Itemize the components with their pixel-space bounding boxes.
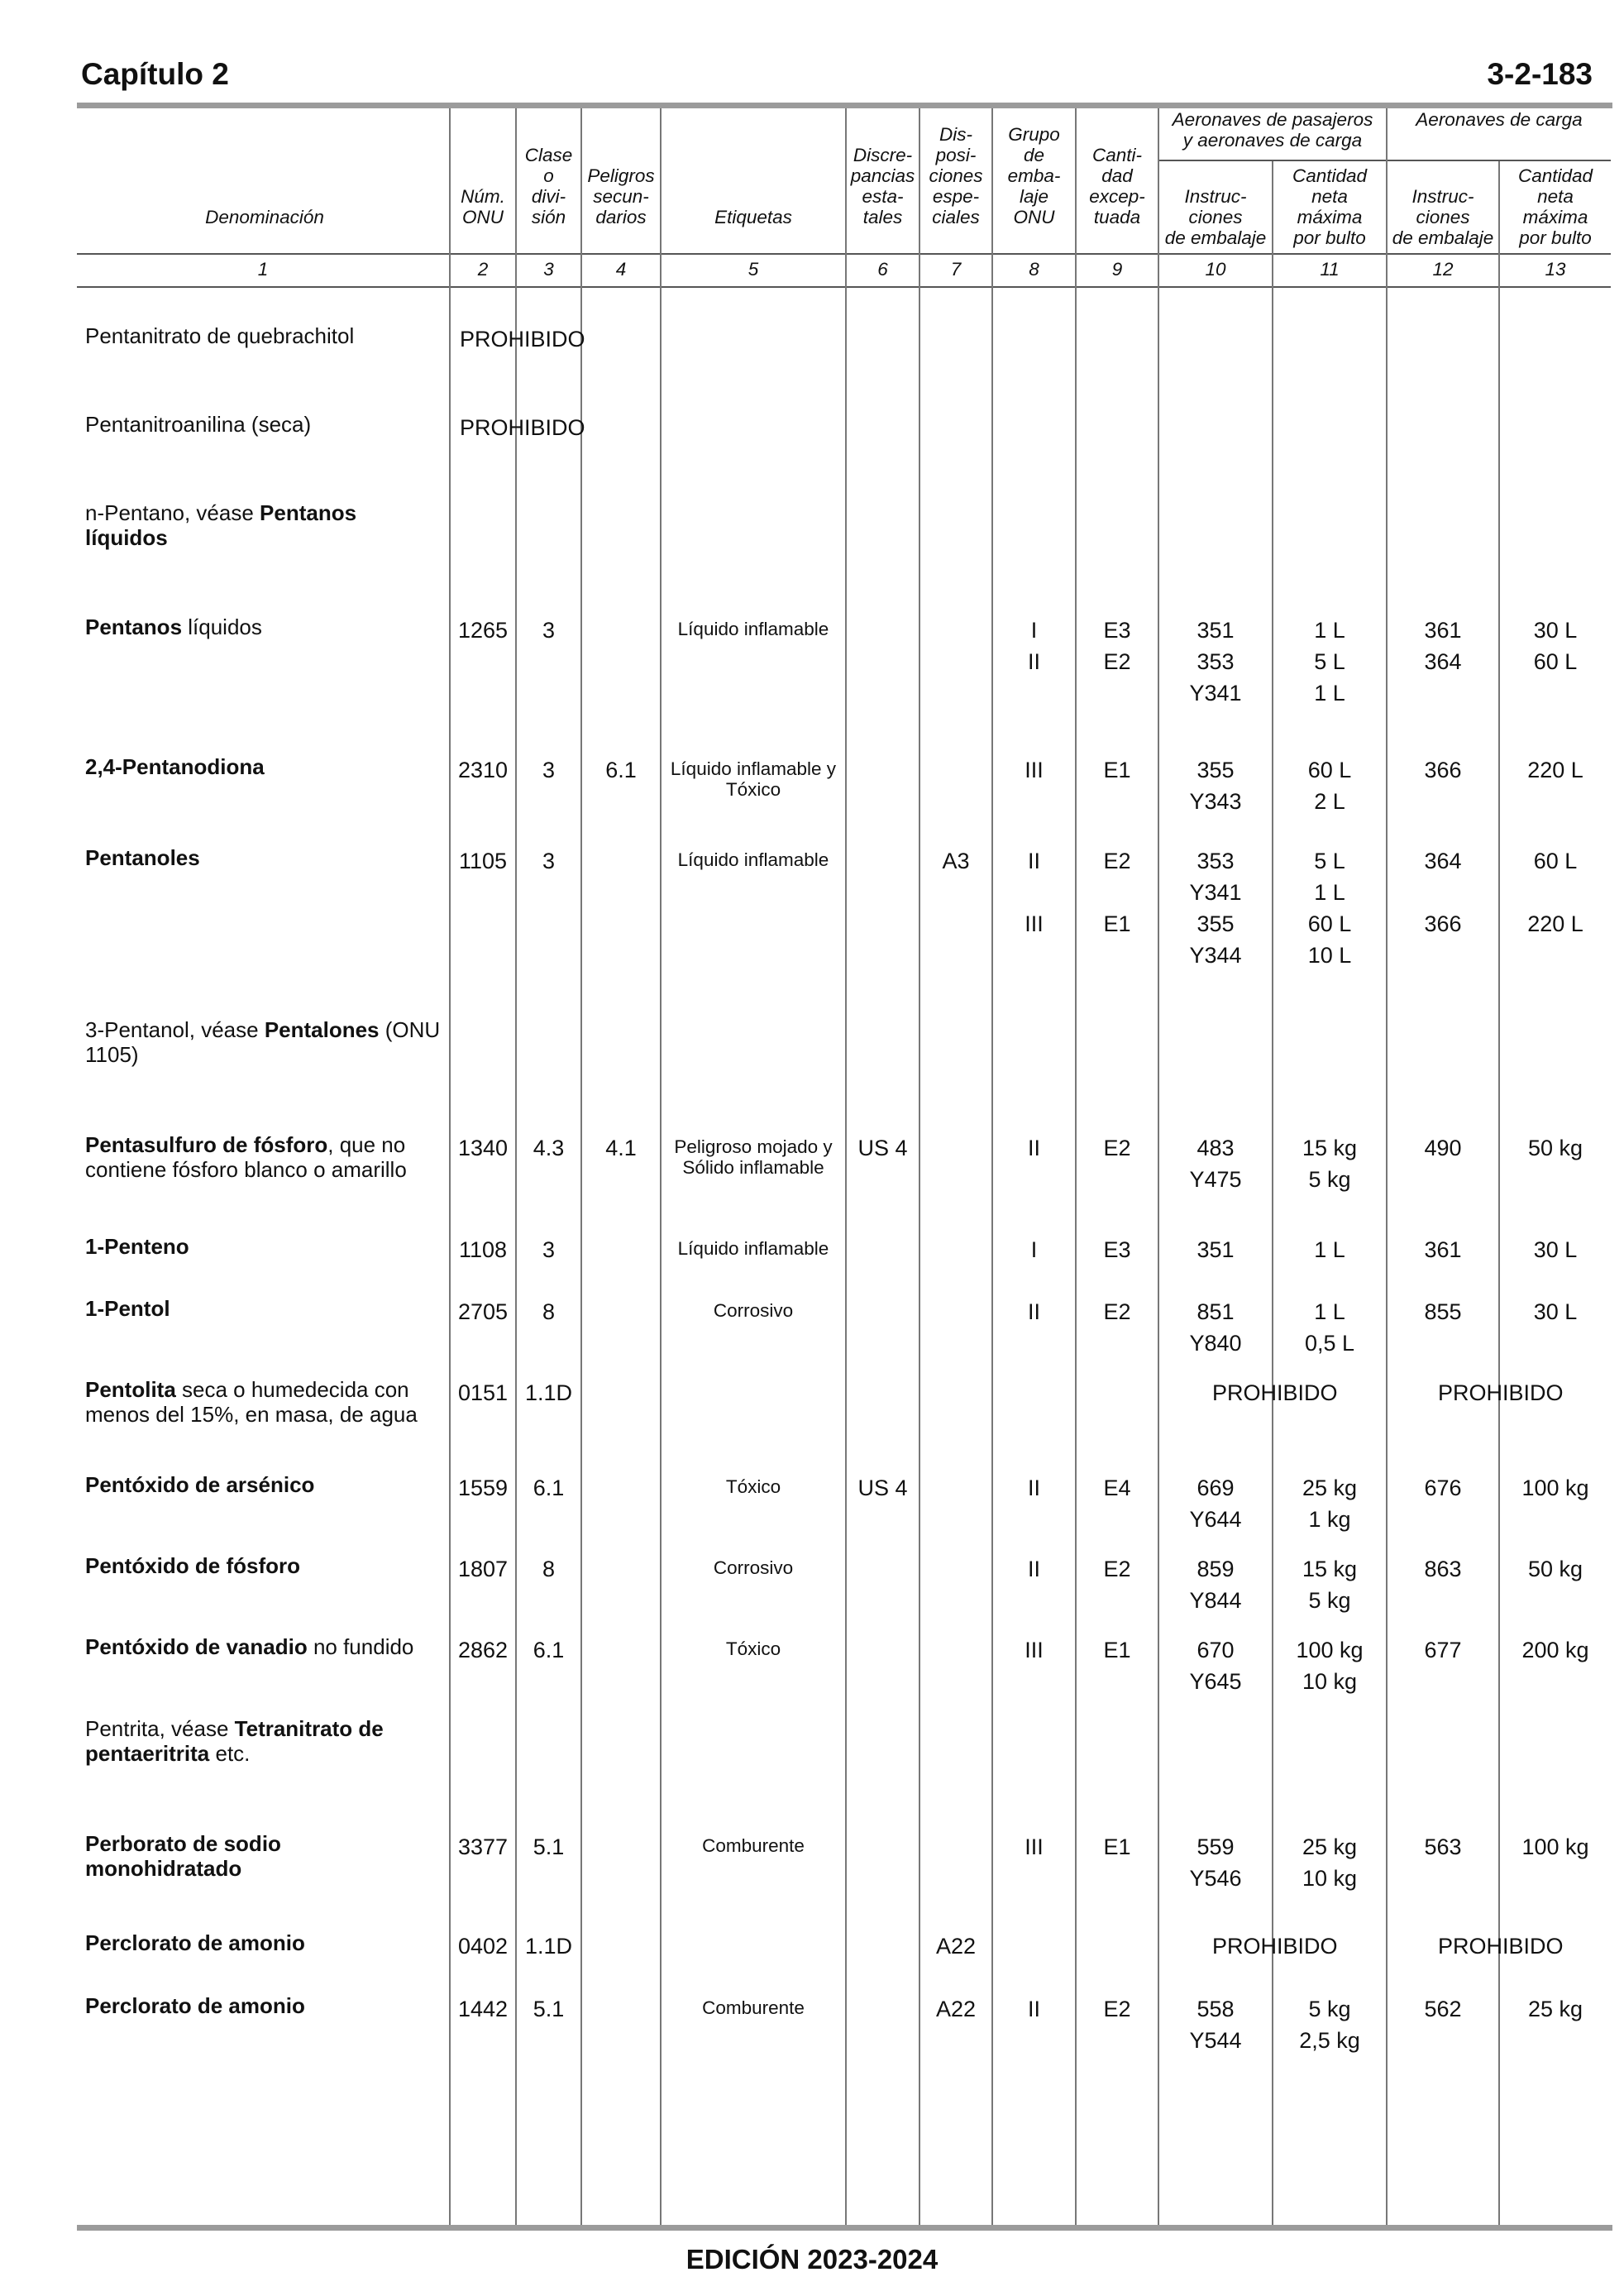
hazard-label: Líquido inflamable <box>677 849 829 870</box>
excepted-quantity: E3 E2 <box>1103 618 1131 674</box>
un-number: 1265 <box>457 618 509 643</box>
column-number: 9 <box>1111 259 1123 280</box>
substance-name: n-Pentano, véase Pentanos líquidos <box>85 500 357 550</box>
substance-name: Perclorato de amonio <box>85 1993 305 2018</box>
cao-max-quantity: 50 kg <box>1527 1557 1583 1581</box>
excepted-quantity: E4 <box>1103 1476 1131 1500</box>
column-number: 12 <box>1432 259 1454 280</box>
excepted-quantity: E2 <box>1103 1997 1131 2021</box>
substance-name: Pentanos líquidos <box>85 615 262 639</box>
un-number: 3377 <box>457 1834 509 1859</box>
un-number: 1442 <box>457 1997 509 2021</box>
header-group-divider <box>1158 160 1611 161</box>
cao-packing-instruction: 490 <box>1424 1136 1462 1160</box>
cao-packing-instruction: 863 <box>1424 1557 1462 1581</box>
substance-name: 1-Pentol <box>85 1296 170 1321</box>
cao-max-quantity: 30 L 60 L <box>1533 618 1578 674</box>
pax-max-quantity: 1 L <box>1314 1237 1345 1262</box>
header-class: Clase o divi- sión <box>524 145 573 227</box>
hazard-class: 3 <box>542 618 556 643</box>
hazard-class: 3 <box>542 758 556 782</box>
un-number: 1108 <box>458 1237 508 1262</box>
hazard-class: 8 <box>542 1299 556 1324</box>
excepted-quantity: E1 <box>1103 1638 1131 1662</box>
cao-packing-instruction: 677 <box>1424 1638 1462 1662</box>
column-number: 4 <box>615 259 627 280</box>
header-subsidiary-hazards: Peligros secun- darios <box>587 165 655 227</box>
cao-max-quantity: 220 L <box>1527 758 1583 782</box>
hazard-label: Líquido inflamable y Tóxico <box>670 758 837 800</box>
column-number: 8 <box>1029 259 1039 280</box>
un-number: 1105 <box>458 849 508 873</box>
cao-packing-instruction: 366 <box>1424 758 1462 782</box>
pax-packing-instruction: 355 Y343 <box>1189 758 1242 814</box>
header-passenger-cargo-aircraft: Aeronaves de pasajeros y aeronaves de carga <box>1172 109 1373 151</box>
un-number: 1807 <box>457 1557 509 1581</box>
cao-packing-instruction: 364 366 <box>1424 849 1462 936</box>
column-number: 1 <box>257 259 269 280</box>
hazard-label: Líquido inflamable <box>677 1238 829 1259</box>
header-packing-group: Grupo de emba- laje ONU <box>1007 124 1061 227</box>
pax-max-quantity: 15 kg 5 kg <box>1302 1136 1358 1192</box>
column-divider <box>449 108 451 2226</box>
packing-group: II <box>1027 1299 1040 1324</box>
hazard-label: Tóxico <box>725 1476 781 1497</box>
column-number: 6 <box>877 259 888 280</box>
substance-name: 3-Pentanol, véase Pentalones (ONU 1105) <box>85 1017 441 1067</box>
pax-max-quantity: 5 kg 2,5 kg <box>1299 1997 1360 2053</box>
cao-max-quantity: 30 L <box>1533 1237 1578 1262</box>
packing-group: III <box>1025 1834 1044 1859</box>
hazard-label: Corrosivo <box>713 1557 794 1578</box>
pax-packing-instruction: 558 Y544 <box>1189 1997 1242 2053</box>
state-variation: US 4 <box>857 1476 908 1500</box>
hazard-label: Comburente <box>702 1997 805 2018</box>
cao-max-quantity: 25 kg <box>1527 1997 1583 2021</box>
substance-name: Pentanoles <box>85 845 200 870</box>
column-divider <box>919 108 920 2226</box>
column-number: 13 <box>1545 259 1566 280</box>
substance-name: Pentóxido de arsénico <box>85 1472 315 1497</box>
hazard-class: 3 <box>542 849 556 873</box>
pax-packing-instruction: 559 Y546 <box>1189 1834 1242 1891</box>
prohibited-cao: PROHIBIDO <box>1438 1380 1564 1405</box>
column-number-line <box>77 286 1611 288</box>
pax-packing-instruction: 351 <box>1197 1237 1235 1262</box>
subsidiary-hazard: 6.1 <box>605 758 637 782</box>
pax-packing-instruction: 351 353 Y341 <box>1189 618 1242 706</box>
page-number: 3-2-183 <box>1487 57 1593 91</box>
hazard-class: 5.1 <box>533 1834 565 1859</box>
packing-group: III <box>1025 758 1044 782</box>
excepted-quantity: E2 <box>1103 1557 1131 1581</box>
pax-max-quantity: 5 L 1 L 60 L 10 L <box>1307 849 1352 968</box>
hazard-label: Tóxico <box>725 1638 781 1659</box>
pax-max-quantity: 25 kg 1 kg <box>1302 1476 1358 1532</box>
excepted-quantity: E2 <box>1103 1299 1131 1324</box>
cao-packing-instruction: 562 <box>1424 1997 1462 2021</box>
un-number: 0151 <box>457 1380 509 1405</box>
hazard-label: Peligroso mojado y Sólido inflamable <box>674 1136 833 1178</box>
hazard-class: 5.1 <box>533 1997 565 2021</box>
column-divider <box>845 108 847 2226</box>
state-variation: US 4 <box>857 1136 908 1160</box>
hazard-class: 6.1 <box>533 1476 565 1500</box>
substance-name: 2,4-Pentanodiona <box>85 754 265 779</box>
column-divider <box>991 108 993 2226</box>
substance-name: Perclorato de amonio <box>85 1930 305 1955</box>
pax-packing-instruction: 859 Y844 <box>1189 1557 1242 1613</box>
un-number: 1340 <box>457 1136 509 1160</box>
hazard-label: Líquido inflamable <box>677 619 829 639</box>
pax-packing-instruction: 353 Y341 355 Y344 <box>1189 849 1242 968</box>
header-un-number: Núm. ONU <box>461 186 505 227</box>
special-provision: A3 <box>942 849 970 873</box>
packing-group: II <box>1027 1476 1040 1500</box>
hazard-label: Corrosivo <box>713 1300 794 1321</box>
substance-name: Pentanitroanilina (seca) <box>85 412 312 437</box>
hazard-class: 1.1D <box>524 1934 573 1959</box>
packing-group: II <box>1027 1997 1040 2021</box>
prohibited-pax: PROHIBIDO <box>1212 1934 1338 1959</box>
cao-packing-instruction: 361 <box>1424 1237 1462 1262</box>
column-divider <box>1075 108 1077 2226</box>
chapter-title: Capítulo 2 <box>81 57 229 91</box>
substance-name: Pentasulfuro de fósforo, que no contiene fósforo blanco o amarillo <box>85 1132 407 1182</box>
cao-packing-instruction: 676 <box>1424 1476 1462 1500</box>
header-cargo-aircraft: Aeronaves de carga <box>1416 109 1583 130</box>
column-number: 7 <box>950 259 962 280</box>
cao-packing-instruction: 563 <box>1424 1834 1462 1859</box>
pax-max-quantity: 1 L 5 L 1 L <box>1314 618 1345 706</box>
edition-footer: EDICIÓN 2023-2024 <box>685 2244 939 2274</box>
pax-max-quantity: 1 L 0,5 L <box>1304 1299 1355 1356</box>
header-bottom-line <box>77 253 1611 255</box>
pax-packing-instruction: 483 Y475 <box>1189 1136 1242 1192</box>
cao-packing-instruction: 855 <box>1424 1299 1462 1324</box>
header-special-provisions: Dis- posi- ciones espe- ciales <box>929 124 983 227</box>
bottom-rule <box>77 2225 1612 2231</box>
hazard-class: 6.1 <box>533 1638 565 1662</box>
substance-name: Perborato de sodio monohidratado <box>85 1831 281 1881</box>
subsidiary-hazard: 4.1 <box>605 1136 637 1160</box>
header-pax-packing-instruction: Instruc- ciones de embalaje <box>1164 186 1267 248</box>
excepted-quantity: E3 <box>1103 1237 1131 1262</box>
column-number: 3 <box>543 259 554 280</box>
cao-max-quantity: 200 kg <box>1521 1638 1589 1662</box>
top-rule <box>77 103 1612 108</box>
cao-max-quantity: 100 kg <box>1521 1476 1589 1500</box>
packing-group: I <box>1030 1237 1038 1262</box>
un-number: 2705 <box>457 1299 509 1324</box>
excepted-quantity: E1 <box>1103 1834 1131 1859</box>
excepted-quantity: E2 <box>1103 1136 1131 1160</box>
un-number: 0402 <box>457 1934 509 1959</box>
excepted-quantity: E1 <box>1103 758 1131 782</box>
cao-max-quantity: 30 L <box>1533 1299 1578 1324</box>
pax-packing-instruction: 669 Y644 <box>1189 1476 1242 1532</box>
substance-name: 1-Penteno <box>85 1234 189 1259</box>
column-number: 5 <box>748 259 759 280</box>
packing-group: II III <box>1025 849 1044 936</box>
substance-name: Pentanitrato de quebrachitol <box>85 323 355 348</box>
special-provision: A22 <box>935 1997 977 2021</box>
header-state-variations: Discre- pancias esta- tales <box>850 145 915 227</box>
packing-group: II <box>1027 1136 1040 1160</box>
prohibited-pax: PROHIBIDO <box>1212 1380 1338 1405</box>
prohibited-entry: PROHIBIDO <box>460 415 585 440</box>
substance-name: Pentolita seca o humedecida con menos del 15%, en masa, de agua <box>85 1377 418 1427</box>
cao-packing-instruction: 361 364 <box>1424 618 1462 674</box>
pax-packing-instruction: 670 Y645 <box>1189 1638 1242 1694</box>
un-number: 1559 <box>457 1476 509 1500</box>
pax-max-quantity: 100 kg 10 kg <box>1296 1638 1364 1694</box>
header-cao-max-net-quantity: Cantidad neta máxima por bulto <box>1517 165 1593 248</box>
header-excepted-quantity: Canti- dad excep- tuada <box>1089 145 1145 227</box>
column-number: 11 <box>1320 259 1340 280</box>
un-number: 2310 <box>457 758 509 782</box>
pax-max-quantity: 15 kg 5 kg <box>1302 1557 1358 1613</box>
column-divider <box>660 108 662 2226</box>
hazard-class: 4.3 <box>533 1136 565 1160</box>
pax-packing-instruction: 851 Y840 <box>1189 1299 1242 1356</box>
column-number: 2 <box>477 259 489 280</box>
prohibited-cao: PROHIBIDO <box>1438 1934 1564 1959</box>
prohibited-entry: PROHIBIDO <box>460 327 585 352</box>
hazard-class: 8 <box>542 1557 556 1581</box>
hazard-class: 3 <box>542 1237 556 1262</box>
hazard-class: 1.1D <box>524 1380 573 1405</box>
substance-name: Pentóxido de vanadio no fundido <box>85 1634 414 1659</box>
packing-group: I II <box>1027 618 1040 674</box>
pax-max-quantity: 25 kg 10 kg <box>1302 1834 1358 1891</box>
cao-max-quantity: 60 L 220 L <box>1527 849 1583 936</box>
header-denominacion: Denominación <box>205 207 324 227</box>
un-number: 2862 <box>457 1638 509 1662</box>
cao-max-quantity: 100 kg <box>1521 1834 1589 1859</box>
pax-max-quantity: 60 L 2 L <box>1307 758 1352 814</box>
excepted-quantity: E2 E1 <box>1103 849 1131 936</box>
header-labels: Etiquetas <box>714 207 792 227</box>
header-pax-max-net-quantity: Cantidad neta máxima por bulto <box>1292 165 1368 248</box>
special-provision: A22 <box>935 1934 977 1959</box>
hazard-label: Comburente <box>702 1835 805 1856</box>
packing-group: II <box>1027 1557 1040 1581</box>
substance-name: Pentrita, véase Tetranitrato de pentaeritrita etc. <box>85 1716 384 1766</box>
cao-max-quantity: 50 kg <box>1527 1136 1583 1160</box>
packing-group: III <box>1025 1638 1044 1662</box>
header-cao-packing-instruction: Instruc- ciones de embalaje <box>1392 186 1494 248</box>
substance-name: Pentóxido de fósforo <box>85 1553 300 1578</box>
column-number: 10 <box>1205 259 1226 280</box>
